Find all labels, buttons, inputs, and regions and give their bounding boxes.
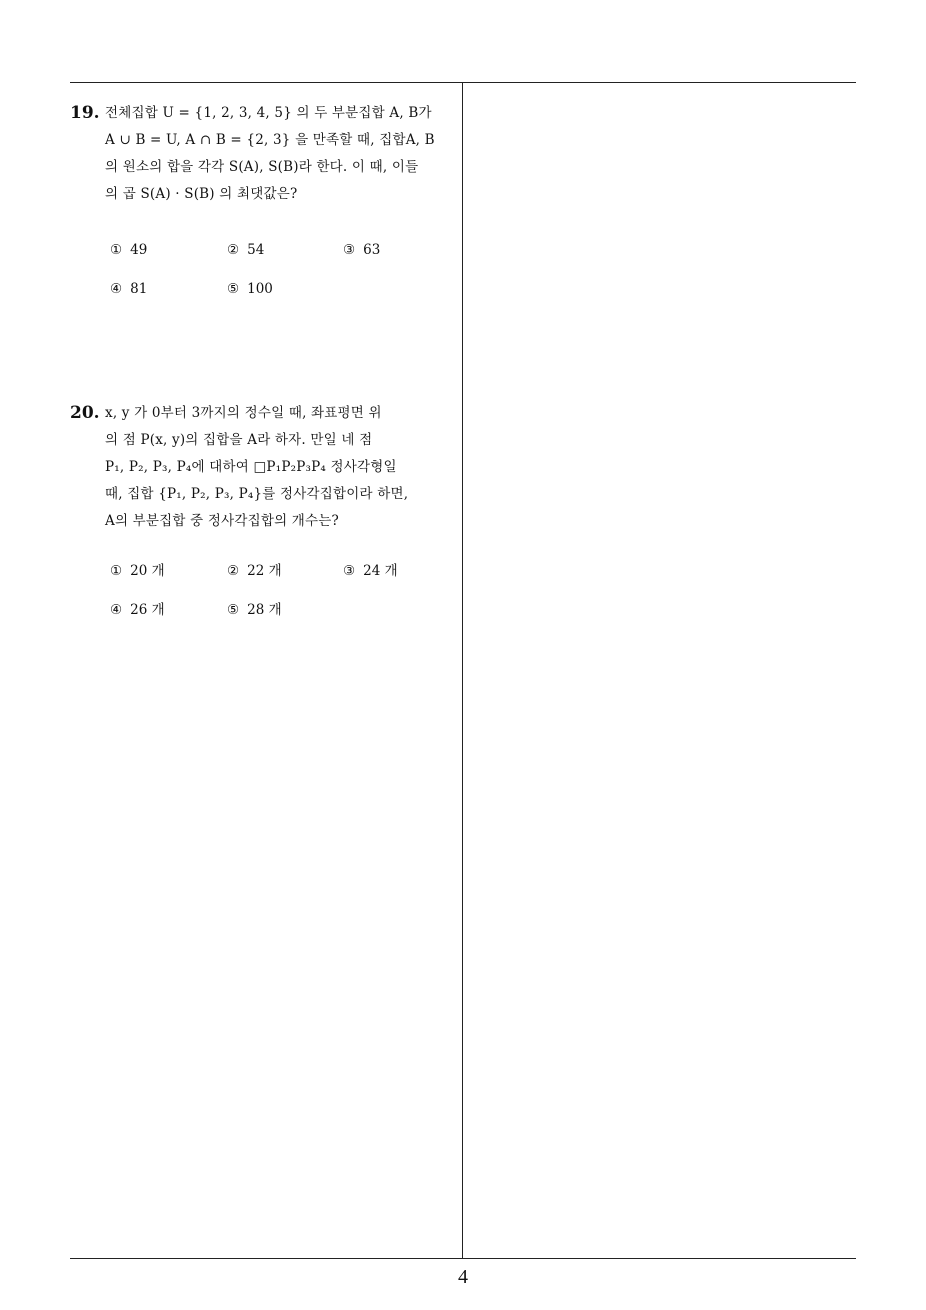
choice-text: 20 개 bbox=[130, 563, 165, 579]
choice-mark: ① bbox=[110, 563, 123, 579]
question-line: 의 점 P(x, y)의 집합을 A라 하자. 만일 네 점 bbox=[105, 432, 373, 448]
bottom-rule bbox=[70, 1258, 856, 1259]
choice-text: 63 bbox=[363, 242, 381, 258]
choice-row bbox=[110, 559, 460, 598]
choice-text: 28 개 bbox=[247, 602, 282, 618]
choice-5[interactable] bbox=[227, 598, 282, 622]
choice-text: 24 개 bbox=[363, 563, 398, 579]
choice-2[interactable] bbox=[227, 238, 264, 262]
choice-2[interactable] bbox=[227, 559, 282, 583]
top-rule bbox=[70, 82, 856, 83]
choice-text: 26 개 bbox=[130, 602, 165, 618]
question-line: A의 부분집합 중 정사각집합의 개수는? bbox=[105, 513, 339, 529]
answer-choices bbox=[70, 238, 460, 316]
question-line: P₁, P₂, P₃, P₄에 대하여 □P₁P₂P₃P₄ 정사각형일 bbox=[105, 459, 397, 475]
choice-mark: ⑤ bbox=[227, 602, 240, 618]
choice-1[interactable] bbox=[110, 238, 147, 262]
choice-mark: ① bbox=[110, 242, 123, 258]
choice-row bbox=[110, 598, 460, 637]
choice-1[interactable] bbox=[110, 559, 165, 583]
choice-mark: ③ bbox=[343, 563, 356, 579]
choice-3[interactable] bbox=[343, 559, 398, 583]
question-number: 19. bbox=[70, 103, 100, 123]
question-line: x, y 가 0부터 3까지의 정수일 때, 좌표평면 위 bbox=[105, 405, 382, 421]
choice-mark: ④ bbox=[110, 281, 123, 297]
answer-choices bbox=[70, 559, 460, 637]
choice-text: 81 bbox=[130, 281, 148, 297]
question-line: 의 곱 S(A) · S(B) 의 최댓값은? bbox=[105, 186, 298, 202]
choice-text: 100 bbox=[247, 281, 273, 297]
choice-4[interactable] bbox=[110, 277, 147, 301]
choice-row bbox=[110, 238, 460, 277]
question-19 bbox=[70, 100, 460, 316]
page-number: 4 bbox=[458, 1266, 468, 1288]
choice-text: 22 개 bbox=[247, 563, 282, 579]
choice-row bbox=[110, 277, 460, 316]
question-20 bbox=[70, 400, 460, 637]
choice-text: 54 bbox=[247, 242, 265, 258]
question-number: 20. bbox=[70, 403, 100, 423]
choice-text: 49 bbox=[130, 242, 148, 258]
column-divider bbox=[462, 83, 463, 1258]
choice-mark: ④ bbox=[110, 602, 123, 618]
choice-mark: ② bbox=[227, 242, 240, 258]
choice-mark: ② bbox=[227, 563, 240, 579]
question-19-stem bbox=[70, 100, 460, 208]
choice-4[interactable] bbox=[110, 598, 165, 622]
choice-mark: ⑤ bbox=[227, 281, 240, 297]
choice-mark: ③ bbox=[343, 242, 356, 258]
choice-5[interactable] bbox=[227, 277, 273, 301]
question-line: A ∪ B = U, A ∩ B = {2, 3} 을 만족할 때, 집합A, B bbox=[105, 132, 435, 148]
question-20-stem bbox=[70, 400, 460, 535]
question-line: 때, 집합 {P₁, P₂, P₃, P₄}를 정사각집합이라 하면, bbox=[105, 486, 409, 502]
question-line: 의 원소의 합을 각각 S(A), S(B)라 한다. 이 때, 이들 bbox=[105, 159, 419, 175]
choice-3[interactable] bbox=[343, 238, 380, 262]
question-line: 전체집합 U = {1, 2, 3, 4, 5} 의 두 부분집합 A, B가 bbox=[105, 105, 432, 121]
